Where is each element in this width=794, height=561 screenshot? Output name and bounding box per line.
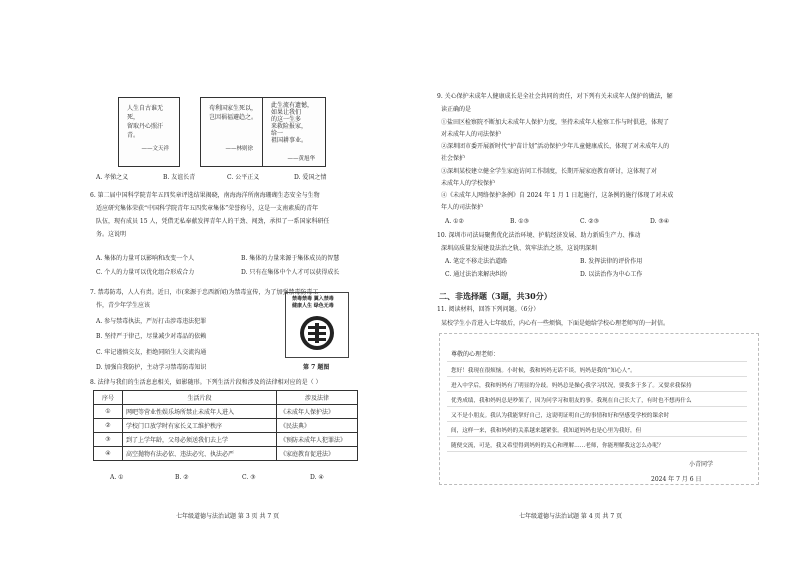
quote-text: 此生流有遗憾， 如果让我们 的这一生多 来救险报家， 给一 祖国耕事业。 [271, 102, 314, 144]
quote-card-3 [262, 97, 326, 167]
q9-line-5: ②深圳团市委开展新时代“护苗计划”活动保护少年儿童健康成长，体现了对未成年人的 [441, 143, 670, 150]
table-header-row [94, 391, 358, 405]
q9-line-6: 社会保护 [441, 155, 466, 162]
q5-option-d: D. 爱国之情 [294, 174, 327, 181]
table-header: 生活片段 [123, 391, 277, 405]
q7-line-2: 作，青少年学生应该 [96, 302, 151, 309]
letter-rule [447, 421, 747, 422]
q10-option-d: D. 以法治作为中心工作 [580, 271, 643, 278]
q6-option-a: A. 集体的力量可以影响和改变一个人 [96, 255, 195, 262]
letter-rule [447, 451, 747, 452]
letter-rule [447, 391, 747, 392]
table-cell: ① [94, 405, 123, 419]
table-cell: 《未成年人保护法》 [277, 405, 358, 419]
letter-rule [447, 436, 747, 437]
table-header: 涉及法律 [277, 391, 358, 405]
q9-option-b: B. ①③ [510, 218, 529, 225]
q7-option-d: D. 加强自我防护，主动学习禁毒防毒知识 [96, 364, 207, 371]
q5-option-b: B. 友谊长青 [163, 174, 196, 181]
table-cell: 《民法典》 [277, 419, 358, 433]
q9-option-c: C. ②③ [580, 218, 599, 225]
letter-rule [447, 361, 747, 362]
q6-option-c: C. 个人的力量可以优化组合形成合力 [96, 269, 195, 276]
anti-drug-seal-icon [286, 293, 348, 357]
anti-drug-poster [285, 292, 349, 358]
quote-author: ——林则徐 [225, 146, 253, 152]
q10-option-a: A. 笔定不移走法治道路 [445, 258, 508, 265]
page-footer: 七年级道德与法治试题 第 4 页 共 7 页 [519, 513, 623, 520]
q5-option-c: C. 公平正义 [227, 174, 260, 181]
letter-signature: 小青同学 [689, 461, 714, 468]
table-cell: 高空抛物有法必依、违法必究、执法必严 [123, 447, 277, 461]
quote-author: ——黄旭华 [287, 156, 315, 162]
quote-author: ——文天祥 [141, 146, 169, 152]
page-footer: 七年级道德与法治试题 第 3 页 共 7 页 [176, 513, 280, 520]
table-cell: 学校门口放学时有家长义工维护秩序 [123, 419, 277, 433]
q9-line-2: 读正确的是 [441, 106, 472, 113]
q6-line-2: 适应研究集体荣获“中国科学院青年五四奖章集体”荣誉称号，这是一支南素质的青年 [96, 205, 319, 212]
table-row [94, 405, 358, 419]
table-cell: 网吧等营业性娱乐场所禁止未成年人进入 [123, 405, 277, 419]
q9-line-1: 9. 关心保护未成年人健康成长是全社会共同的责任，对下列有关未成年人保护的做法，解 [437, 93, 673, 100]
q6-line-4: 务。这说明 [96, 231, 127, 238]
table-cell: ③ [94, 433, 123, 447]
letter-rule [447, 406, 747, 407]
letter-line-3: 优秀成绩，我和妈妈总是吵架了，因为问学习和朋友的事。我现在自己长大了，有时也不想再什么 [451, 398, 692, 404]
letter-line-6: 随便交流，可是，我又希望得到妈妈的关心和理解……老师，你能理解我这怎么办呢？ [451, 443, 664, 449]
q6-option-d: D. 只有在集体中个人才可以获得成长 [241, 269, 340, 276]
right-page [397, 0, 794, 561]
q9-line-3: ①盐田区检察院不断加大未成年人保护力度，坚持未成年人检察工作与时俱进，体现了 [441, 119, 670, 126]
q8-option-b: B. ② [175, 474, 189, 481]
q8-option-d: D. ④ [310, 474, 324, 481]
q11-line-1: 11. 阅读材料，回答下列问题。（6分） [437, 306, 540, 313]
q6-option-b: B. 集体的力量来源于集体成员的智慧 [241, 255, 340, 262]
q7-option-c: C. 牢记谨慎交友，拒绝同陌生人交流沟通 [96, 349, 207, 356]
q7-option-a: A. 参与禁毒执法，严厉打击涉毒违法犯罪 [96, 318, 207, 325]
figure-caption: 第 7 题图 [303, 364, 330, 371]
q8-option-c: C. ③ [242, 474, 256, 481]
q9-option-d: D. ③④ [650, 218, 670, 225]
law-table [93, 390, 358, 461]
q10-line-1: 10. 深圳市司法局聚焦优化法治环境、护航经济发展、助力新质生产力、推动 [437, 232, 641, 239]
quote-text: 人生自古谁无死， 留取丹心照汗青。 [127, 105, 164, 139]
poster-slogan-1: 禁毒禁毒 翼入禁毒 [292, 296, 334, 302]
letter-line-4: 又不是小朋友。我认为我能掌好自己，这说明证明自己的事情和好和坚感受学校的课余时 [451, 413, 670, 419]
q9-line-7: ③深圳某校建立健全学生家庭访问工作制度，长期开展家庭教育研讨，这体现了对 [441, 168, 658, 175]
q7-option-b: B. 坚持严于律己，尽量减少对毒品的依赖 [96, 333, 207, 340]
q8-option-a: A. ① [110, 474, 124, 481]
q10-option-b: B. 发挥法律的评价作用 [580, 258, 643, 265]
table-cell: 《预防未成年人犯罪法》 [277, 433, 358, 447]
q6-line-3: 队伍，现有成员 15 人，凭借无私奉献发挥青年人的干劲、闯劲，承担了一系国家科研任 [96, 218, 330, 225]
letter-line-5: 间，这样一来，我和妈妈的关系越来越紧张。我知道妈妈也是心里为我好，但 [451, 428, 642, 434]
table-cell: ④ [94, 447, 123, 461]
q6-line-1: 6. 第二届中国科学院青年五四奖章评选结果揭晓，南海海洋所南海珊瑚生态安全与生物 [90, 192, 320, 199]
quote-card-1 [118, 97, 180, 167]
table-header: 序号 [94, 391, 123, 405]
q10-line-2: 深圳高质量发展建设法治之轨、筑牢法治之基，这说明深圳 [441, 245, 598, 252]
q9-option-a: A. ①② [445, 218, 464, 225]
table-row [94, 433, 358, 447]
table-cell: 到了上学年龄，父母必须送我们去上学 [123, 433, 277, 447]
q7-line-1: 7. 禁毒防毒，人人有责。近日，市(来源于忠西新闻)为禁毒宣传，为了加强禁毒防毒工 [90, 289, 319, 296]
q9-line-9: ④《未成年人网络保护条例》自 2024 年 1 月 1 日起施行，这条例的施行体现了对未成 [441, 192, 674, 199]
poster-slogan-2: 健康人生 绿色无毒 [292, 303, 334, 309]
q5-option-a: A. 孝悌之义 [96, 174, 129, 181]
section-heading: 二、非选择题（3题，共30分） [439, 291, 552, 301]
letter-line-2: 进入中学后，我和妈妈有了明显的分歧。妈妈总是操心我学习状况，要我多于多了。又要求我保持 [451, 383, 692, 389]
table-row [94, 419, 358, 433]
q9-line-4: 对未成年人的司法保护 [441, 131, 502, 138]
table-row [94, 447, 358, 461]
quote-text: 苟利国家生死以， 岂因祸福避趋之。 [209, 105, 258, 121]
letter-rule [447, 376, 747, 377]
q9-line-8: 未成年人的学校保护 [441, 180, 496, 187]
table-cell: ② [94, 419, 123, 433]
quote-card-2 [200, 97, 264, 167]
letter-line-1: 您好！我现在很烦恼。小时候，我和妈妈无话不谈，妈妈是我的“知心人”。 [451, 368, 636, 374]
q10-option-c: C. 通过法治来解决纠纷 [445, 271, 508, 278]
table-cell: 《家庭教育促进法》 [277, 447, 358, 461]
letter-greeting: 尊敬的心理老师： [451, 351, 500, 358]
q11-line-2: 某校学生小青进入七年级后，内心有一些烦恼，下面是她给学校心理老师写的一封信。 [441, 320, 670, 327]
q8-line: 8. 法律与我们的生活息息相关，如影随形。下列生活片段和涉及的法律相对应的是（ ） [90, 379, 322, 386]
letter-date: 2024 年 7 月 6 日 [651, 476, 702, 483]
q9-line-10: 年人的司法保护 [441, 204, 484, 211]
